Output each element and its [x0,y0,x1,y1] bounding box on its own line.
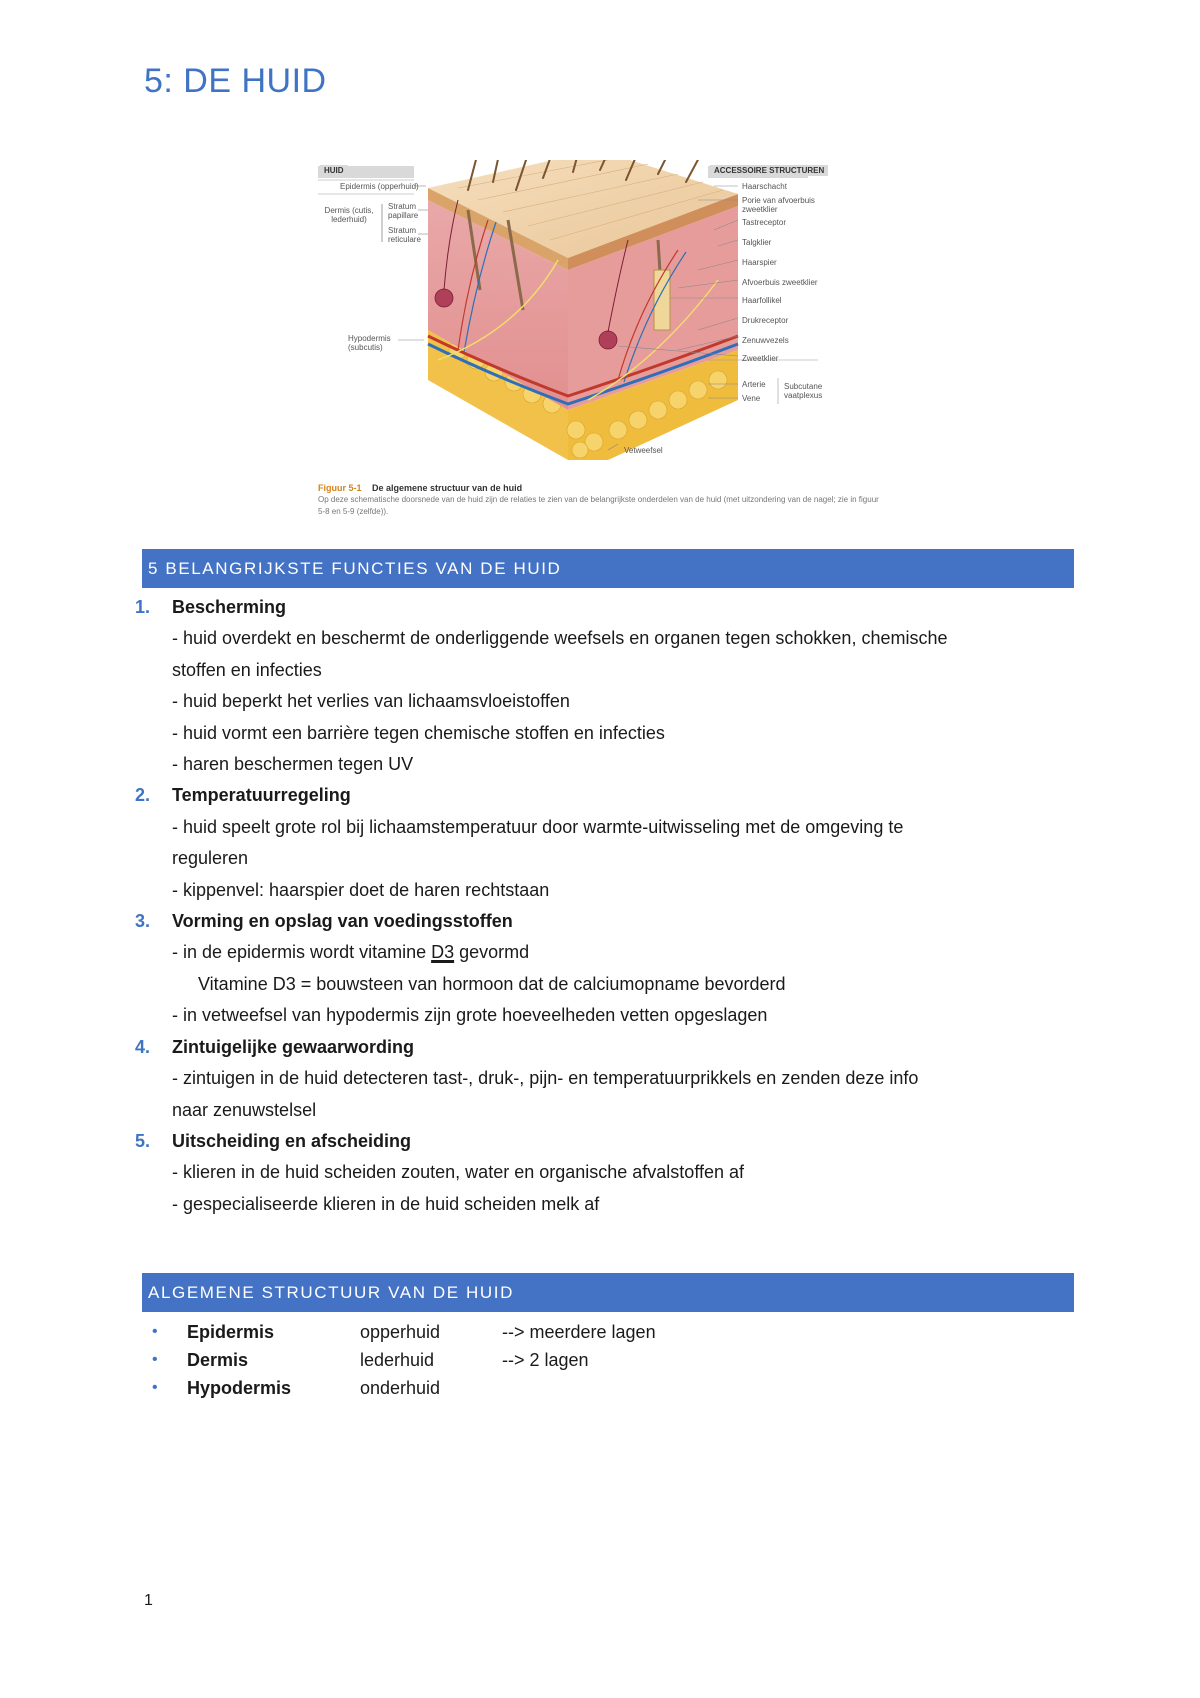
function-line: - huid vormt een barrière tegen chemische stoffen en infecties [172,722,665,743]
function-name: Bescherming [172,597,287,617]
label-subcutane-vaatplexus: Subcutane vaatplexus [784,382,823,400]
label-zenuwvezels: Zenuwvezels [742,336,789,345]
label-vene: Vene [742,394,761,403]
function-line: - huid beperkt het verlies van lichaamsvloeistoffen [172,691,570,712]
function-item-2 [130,780,1090,906]
section-header-structuur-label: ALGEMENE STRUCTUUR VAN DE HUID [148,1283,514,1302]
label-afvoerbuis-zweetklier: Afvoerbuis zweetklier [742,278,818,287]
caption-title: De algemene structuur van de huid [372,483,523,493]
function-line: - gespecialiseerde klieren in de huid scheiden melk af [172,1193,600,1214]
function-line: naar zenuwstelsel [172,1099,317,1120]
function-name: Vorming en opslag van voedingsstoffen [172,911,513,932]
function-line: - in vetweefsel van hypodermis zijn grote hoeveelheden vetten opgeslagen [172,1005,768,1026]
structure-name: Dermis [187,1350,249,1370]
label-stratum-reticulare: Stratum reticulare [388,226,421,244]
function-line: reguleren [172,848,249,869]
function-number: 5. [135,1130,151,1151]
function-item-3 [130,906,1090,1032]
bullet-icon: • [152,1323,158,1340]
function-line: - haren beschermen tegen UV [172,754,414,775]
function-number: 3. [135,911,151,932]
structure-row-dermis [150,1346,850,1374]
function-item-1 [130,592,1090,780]
function-line: - klieren in de huid scheiden zouten, water en organische afvalstoffen af [172,1162,745,1183]
d3-line-before: - in de epidermis wordt vitamine [172,942,432,963]
structure-note: --> meerdere lagen [502,1322,656,1342]
structure-note: --> 2 lagen [502,1350,589,1370]
structure-list [150,1318,850,1402]
function-item-5 [130,1126,1090,1220]
page-number: 1 [144,1592,153,1609]
label-talgklier: Talgklier [742,238,772,247]
label-accessoire-header: ACCESSOIRE STRUCTUREN [710,165,828,176]
bullet-icon: • [152,1379,158,1396]
structure-row-epidermis [150,1318,850,1346]
caption-figure-number: Figuur 5-1 [318,483,362,493]
label-porie-afvoerbuis: Porie van afvoerbuis zweetklier [742,196,815,214]
function-line: - huid overdekt en beschermt de onderliggende weefsels en organen tegen schokken, chemische [172,628,948,649]
function-item-4 [130,1032,1090,1126]
function-number: 4. [135,1036,151,1057]
page-title: 5: DE HUID [144,62,327,100]
section-header-functies [142,549,1074,588]
label-epidermis: Epidermis (opperhuid) [340,182,419,191]
function-line: - kippenvel: haarspier doet de haren rechtstaan [172,879,550,900]
functions-list [130,592,1090,1220]
function-line: - huid speelt grote rol bij lichaamstemperatuur door warmte-uitwisseling met de omgeving te [172,816,904,837]
label-arterie: Arterie [742,380,766,389]
d3-line-after: gevormd [454,942,530,963]
label-drukreceptor: Drukreceptor [742,316,789,325]
label-stratum-papillare: Stratum papillare [388,202,419,220]
d3-underlined: D3 [431,942,455,963]
label-haarschacht: Haarschacht [742,182,787,191]
skin-figure [318,160,888,530]
structure-row-hypodermis [150,1374,850,1402]
structure-name: Epidermis [187,1322,275,1342]
function-name: Temperatuurregeling [172,785,351,806]
bullet-icon: • [152,1351,158,1368]
function-line-indented: Vitamine D3 = bouwsteen van hormoon dat de calciumopname bevorderd [198,973,786,994]
label-dermis: Dermis (cutis, lederhuid) [324,206,374,224]
function-line-d3 [172,937,1090,968]
structure-desc: opperhuid [360,1322,441,1342]
function-number: 1. [135,597,151,617]
label-haarspier: Haarspier [742,258,777,267]
structure-desc: lederhuid [360,1350,435,1370]
function-number: 2. [135,785,151,806]
label-hypodermis: Hypodermis (subcutis) [348,334,391,352]
label-vetweefsel: Vetweefsel [624,446,663,455]
section-header-structuur [142,1273,1074,1312]
label-huid-header: HUID [320,165,348,176]
structure-desc: onderhuid [360,1378,441,1398]
function-line: stoffen en infecties [172,659,322,680]
section-header-functies-label: 5 BELANGRIJKSTE FUNCTIES VAN DE HUID [148,559,562,578]
structure-name: Hypodermis [187,1378,292,1398]
function-line: - zintuigen in de huid detecteren tast-, druk-, pijn- en temperatuurprikkels en zenden deze info [172,1068,919,1089]
label-haarfollikel: Haarfollikel [742,296,782,305]
function-name: Uitscheiding en afscheiding [172,1130,412,1151]
label-zweetklier: Zweetklier [742,354,779,363]
label-tastreceptor: Tastreceptor [742,218,787,227]
function-name: Zintuigelijke gewaarwording [172,1036,415,1057]
caption-text: Op deze schematische doorsnede van de huid zijn de relaties te zien van de belangrijkste onderdelen van de huid (met uitzondering van de nagel; zie in figuur 5-8 en 5-9 (zelfde)). [318,495,879,516]
figure-caption [318,482,888,518]
